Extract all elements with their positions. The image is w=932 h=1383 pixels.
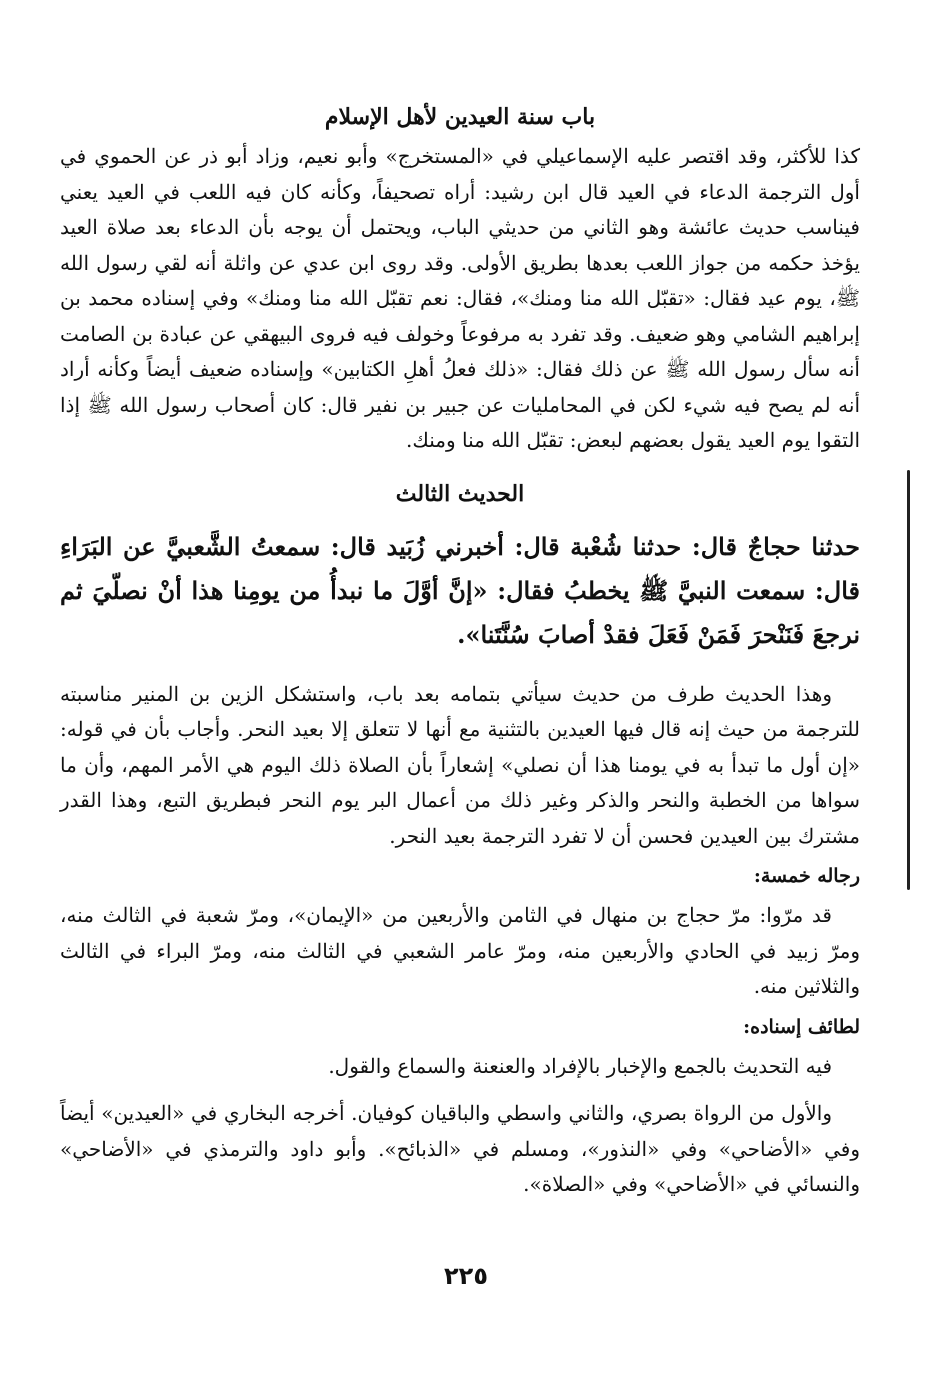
paragraph-takhrij: والأول من الرواة بصري، والثاني واسطي والباقيان كوفيان. أخرجه البخاري في «العيدين» أيضاً وفي «الأضاحي» وفي «النذور»، ومسلم في «الذبائح». وأبو داود والترمذي في «الأضاحي» والنسائي في «الأضاحي» وفي «الصلاة». [60, 1101, 860, 1196]
heading-rijal: رجاله خمسة: [753, 865, 860, 887]
paragraph-commentary: وهذا الحديث طرف من حديث سيأتي بتمامه بعد باب، واستشكل الزين بن المنير مناسبته للترجمة من حيث إنه قال فيها العيدين بالتثنية مع أنها لا تتعلق إلا بعيد النحر. وأجاب بأن في قوله: «إن أول ما تبدأ به في يومنا هذا أن نصلي» إشعاراً بأن الصلاة ذلك اليوم هي الأمر المهم، وأن ما سواها من الخطبة والنحر والذكر وغير ذلك من أعمال البر يوم النحر فبطريق التبع، وهذا القدر مشترك بين العيدين فحسن أن لا تفرد الترجمة بعيد النحر. [60, 681, 860, 848]
page-body [60, 95, 860, 1203]
page-header-title: باب سنة العيدين لأهل الإسلام [324, 104, 596, 130]
paragraph-narrators: قد مرّوا: مرّ حجاج بن منهال في الثامن والأربعين من «الإيمان»، ومرّ شعبة في الثالث منه، ومرّ زبيد في الحادي والأربعين منه، ومرّ عامر الشعبي في الثالث منه، ومرّ البراء في الثالث والثلاثين منه. [60, 903, 860, 998]
page-number: ٢٢٥ [444, 1262, 488, 1290]
section-title-hadith-3: الحديث الثالث [395, 480, 525, 507]
page-edge-mark [907, 470, 910, 890]
hadith-text: حدثنا حجاجٌ قال: حدثنا شُعْبة قال: أخبرني زُبَيد قال: سمعتُ الشَّعبيَّ عن البَرَاءِ قال: سمعت النبيَّ ﷺ يخطبُ فقال: «إنَّ أوَّلَ ما نبدأُ من يومِنا هذا أنْ نصلّيَ ثم نرجعَ فَنَنْحرَ فَمَنْ فَعَلَ فقدْ أصابَ سُنَّتَنا». [60, 531, 860, 649]
heading-lataif: لطائف إسناده: [743, 1015, 860, 1038]
paragraph-lataif: فيه التحديث بالجمع والإخبار بالإفراد والعنعنة والسماع والقول. [328, 1053, 832, 1078]
paragraph-intro: كذا للأكثر، وقد اقتصر عليه الإسماعيلي في «المستخرج» وأبو نعيم، وزاد أبو ذر عن الحموي في أول الترجمة الدعاء في العيد قال ابن رشيد: أراه تصحيفاً، وكأنه كان فيه اللعب في العيد يعني فيناسب حديث عائشة وهو الثاني من حديثي الباب، ويحتمل أن يوجه بأن الدعاء بعد صلاة العيد يؤخذ حكمه من جواز اللعب بعدها بطريق الأولى. وقد روى ابن عدي عن واثلة أنه لقي رسول الله ﷺ، يوم عيد فقال: «تقبّل الله منا ومنك»، فقال: نعم تقبّل الله منا ومنك» وفي إسناده محمد بن إبراهيم الشامي وهو ضعيف. وقد تفرد به مرفوعاً وخولف فيه فروى البيهقي عن عبادة بن الصامت أنه سأل رسول الله ﷺ عن ذلك فقال: «ذلك فعلُ أهلِ الكتابين» وإسناده ضعيف أيضاً وكأنه أراد أنه لم يصح فيه شيء لكن في المحامليات عن جبير بن نفير قال: كان أصحاب رسول الله ﷺ إذا التقوا يوم العيد يقول بعضهم لبعض: تقبّل الله منا ومنك. [60, 144, 860, 452]
